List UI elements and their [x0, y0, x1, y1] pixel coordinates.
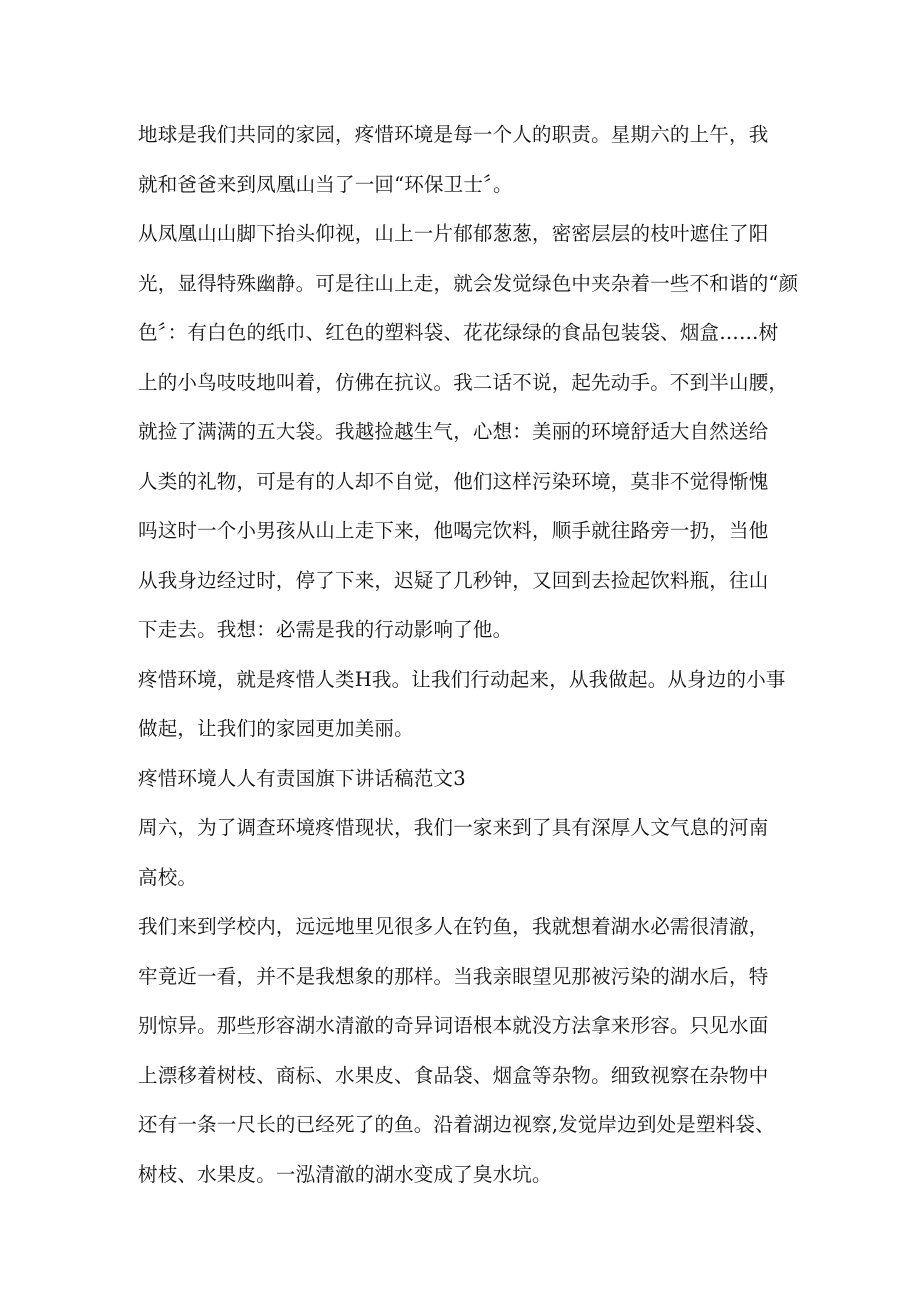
- paragraph-intro: [138, 110, 798, 209]
- text-line: 从凤凰山山脚下抬头仰视，山上一片郁郁葱葱，密密层层的枝叶遮住了阳: [138, 222, 769, 245]
- text-line: 人类的礼物，可是有的人却不自觉，他们这样污染环境，莫非不觉得惭愧: [138, 469, 769, 493]
- text-line: 上的小鸟吱吱地叫着，仿佛在抗议。我二话不说，起先动手。不到半山腰，: [138, 370, 789, 394]
- section-heading: [138, 754, 798, 804]
- text-line: 就和爸爸来到凤凰山当了一回“环保卫士〞。: [138, 172, 513, 196]
- text-line: 周六，为了调查环境疼惜现状，我们一家来到了具有深厚人文气息的河南: [138, 816, 769, 839]
- text-line: 吗这时一个小男孩从山上走下来，他喝完饮料，顺手就往路旁一扔，当他: [138, 519, 769, 542]
- text-line: 树枝、水果皮。一泓清澈的湖水变成了臭水坑。: [138, 1162, 552, 1186]
- text-line: 做起，让我们的家园更加美丽。: [138, 717, 414, 740]
- text-line: 色〞：有白色的纸巾、红色的塑料袋、花花绿绿的食品包装袋、烟盒……树: [138, 321, 779, 344]
- heading-line: 疼惜环境人人有责国旗下讲话稿范文3: [138, 766, 466, 790]
- text-line: 上漂移着树枝、商标、水果皮、食品袋、烟盒等杂物。细致视察在杂物中: [138, 1063, 769, 1087]
- text-line: 疼惜环境，就是疼惜人类H我。让我们行动起来，从我做起。从身边的小事: [138, 667, 786, 691]
- paragraph-conclusion: [138, 655, 798, 754]
- text-line: 牢竟近一看，并不是我想象的那样。当我亲眼望见那被污染的湖水后，特: [138, 964, 769, 988]
- text-line: 下走去。我想：必需是我的行动影响了他。: [138, 618, 513, 641]
- text-line: 地球是我们共同的家园，疼惜环境是每一个人的职责。星期六的上午，我: [138, 123, 769, 146]
- text-line: 还有一条一尺长的已经死了的鱼。沿着湖边视察,发觉岸边到处是塑料袋、: [138, 1113, 775, 1136]
- text-line: 就捡了满满的五大袋。我越捡越生气，心想：美丽的环境舒适大自然送给: [138, 420, 769, 443]
- paragraph-lake: [138, 902, 798, 1199]
- text-line: 光，显得特殊幽静。可是往山上走，就会发觉绿色中夹杂着一些不和谐的“颜: [138, 271, 798, 295]
- text-line: 我们来到学校内，远远地里见很多人在钓鱼，我就想着湖水必需很清澈，: [138, 915, 769, 938]
- text-line: 高校。: [138, 865, 198, 889]
- paragraph-phoenix-mountain: [138, 209, 798, 655]
- document-body: [138, 110, 798, 1199]
- text-line: 别惊异。那些形容湖水清澈的奇异词语根本就没方法拿来形容。只见水面: [138, 1014, 769, 1037]
- text-line: 从我身边经过时，停了下来，迟疑了几秒钟，又回到去捡起饮料瓶，往山: [138, 568, 769, 592]
- paragraph-saturday-visit: [138, 803, 798, 902]
